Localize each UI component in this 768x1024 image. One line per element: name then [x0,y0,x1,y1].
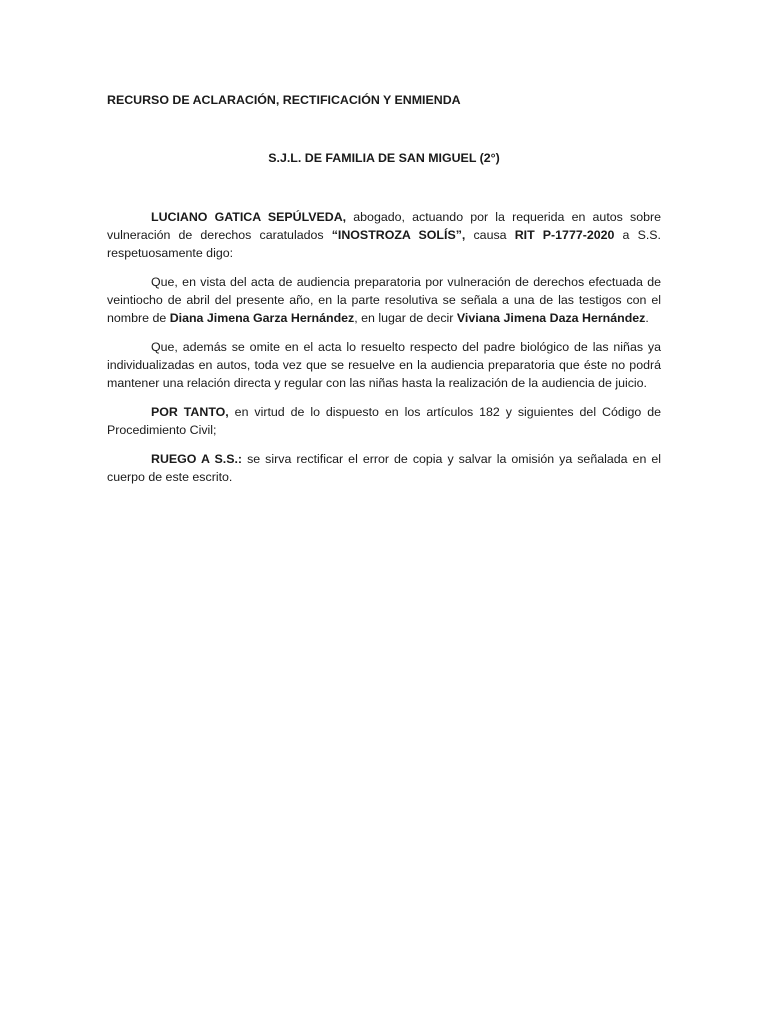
petition-lead: RUEGO A S.S.: [151,452,243,466]
paragraph-omission [107,338,661,392]
paragraph-text: Que, además se omite en el acta lo resuelto respecto del padre biológico de las niñas ya individualizadas en autos, toda vez que se resuelve en la audiencia preparatoria que éste no podrá mantener una relación directa y regular con las niñas hasta la realización de la audiencia de juicio. [107,340,661,390]
case-rit: RIT P-1777-2020 [514,228,615,242]
paragraph-text: en virtud de lo dispuesto en los artículos 182 y siguientes del Código de Procedimiento Civil; [107,405,661,437]
document-title: RECURSO DE ACLARACIÓN, RECTIFICACIÓN Y ENMIENDA [107,93,461,107]
paragraph-witness-name [107,273,661,327]
lawyer-name: LUCIANO GATICA SEPÚLVEDA, [151,210,347,224]
paragraph-text: abogado, actuando por la requerida en autos sobre vulneración de derechos caratulados [107,210,661,242]
por-tanto-lead: POR TANTO, [151,405,229,419]
paragraph-text: se sirva rectificar el error de copia y salvar la omisión ya señalada en el cuerpo de este escrito. [107,452,661,484]
paragraph-text: causa [465,228,515,242]
paragraph-text: , en lugar de decir [354,311,457,325]
correct-witness-name: Viviana Jimena Daza Hernández [456,311,646,325]
paragraph-petition [107,450,661,486]
case-name: “INOSTROZA SOLÍS”, [331,228,466,242]
court-heading: S.J.L. DE FAMILIA DE SAN MIGUEL (2°) [268,151,500,165]
paragraph-por-tanto [107,403,661,439]
paragraph-text: . [645,311,649,325]
paragraph-text: Que, en vista del acta de audiencia preparatoria por vulneración de derechos efectuada de veintiocho de abril del presente año, en la parte resolutiva se señala a una de las testigos con el nombre de [107,275,661,325]
incorrect-witness-name: Diana Jimena Garza Hernández [169,311,355,325]
document-body [107,208,661,497]
paragraph-introduction [107,208,661,262]
paragraph-text: a S.S. respetuosamente digo: [107,228,661,260]
